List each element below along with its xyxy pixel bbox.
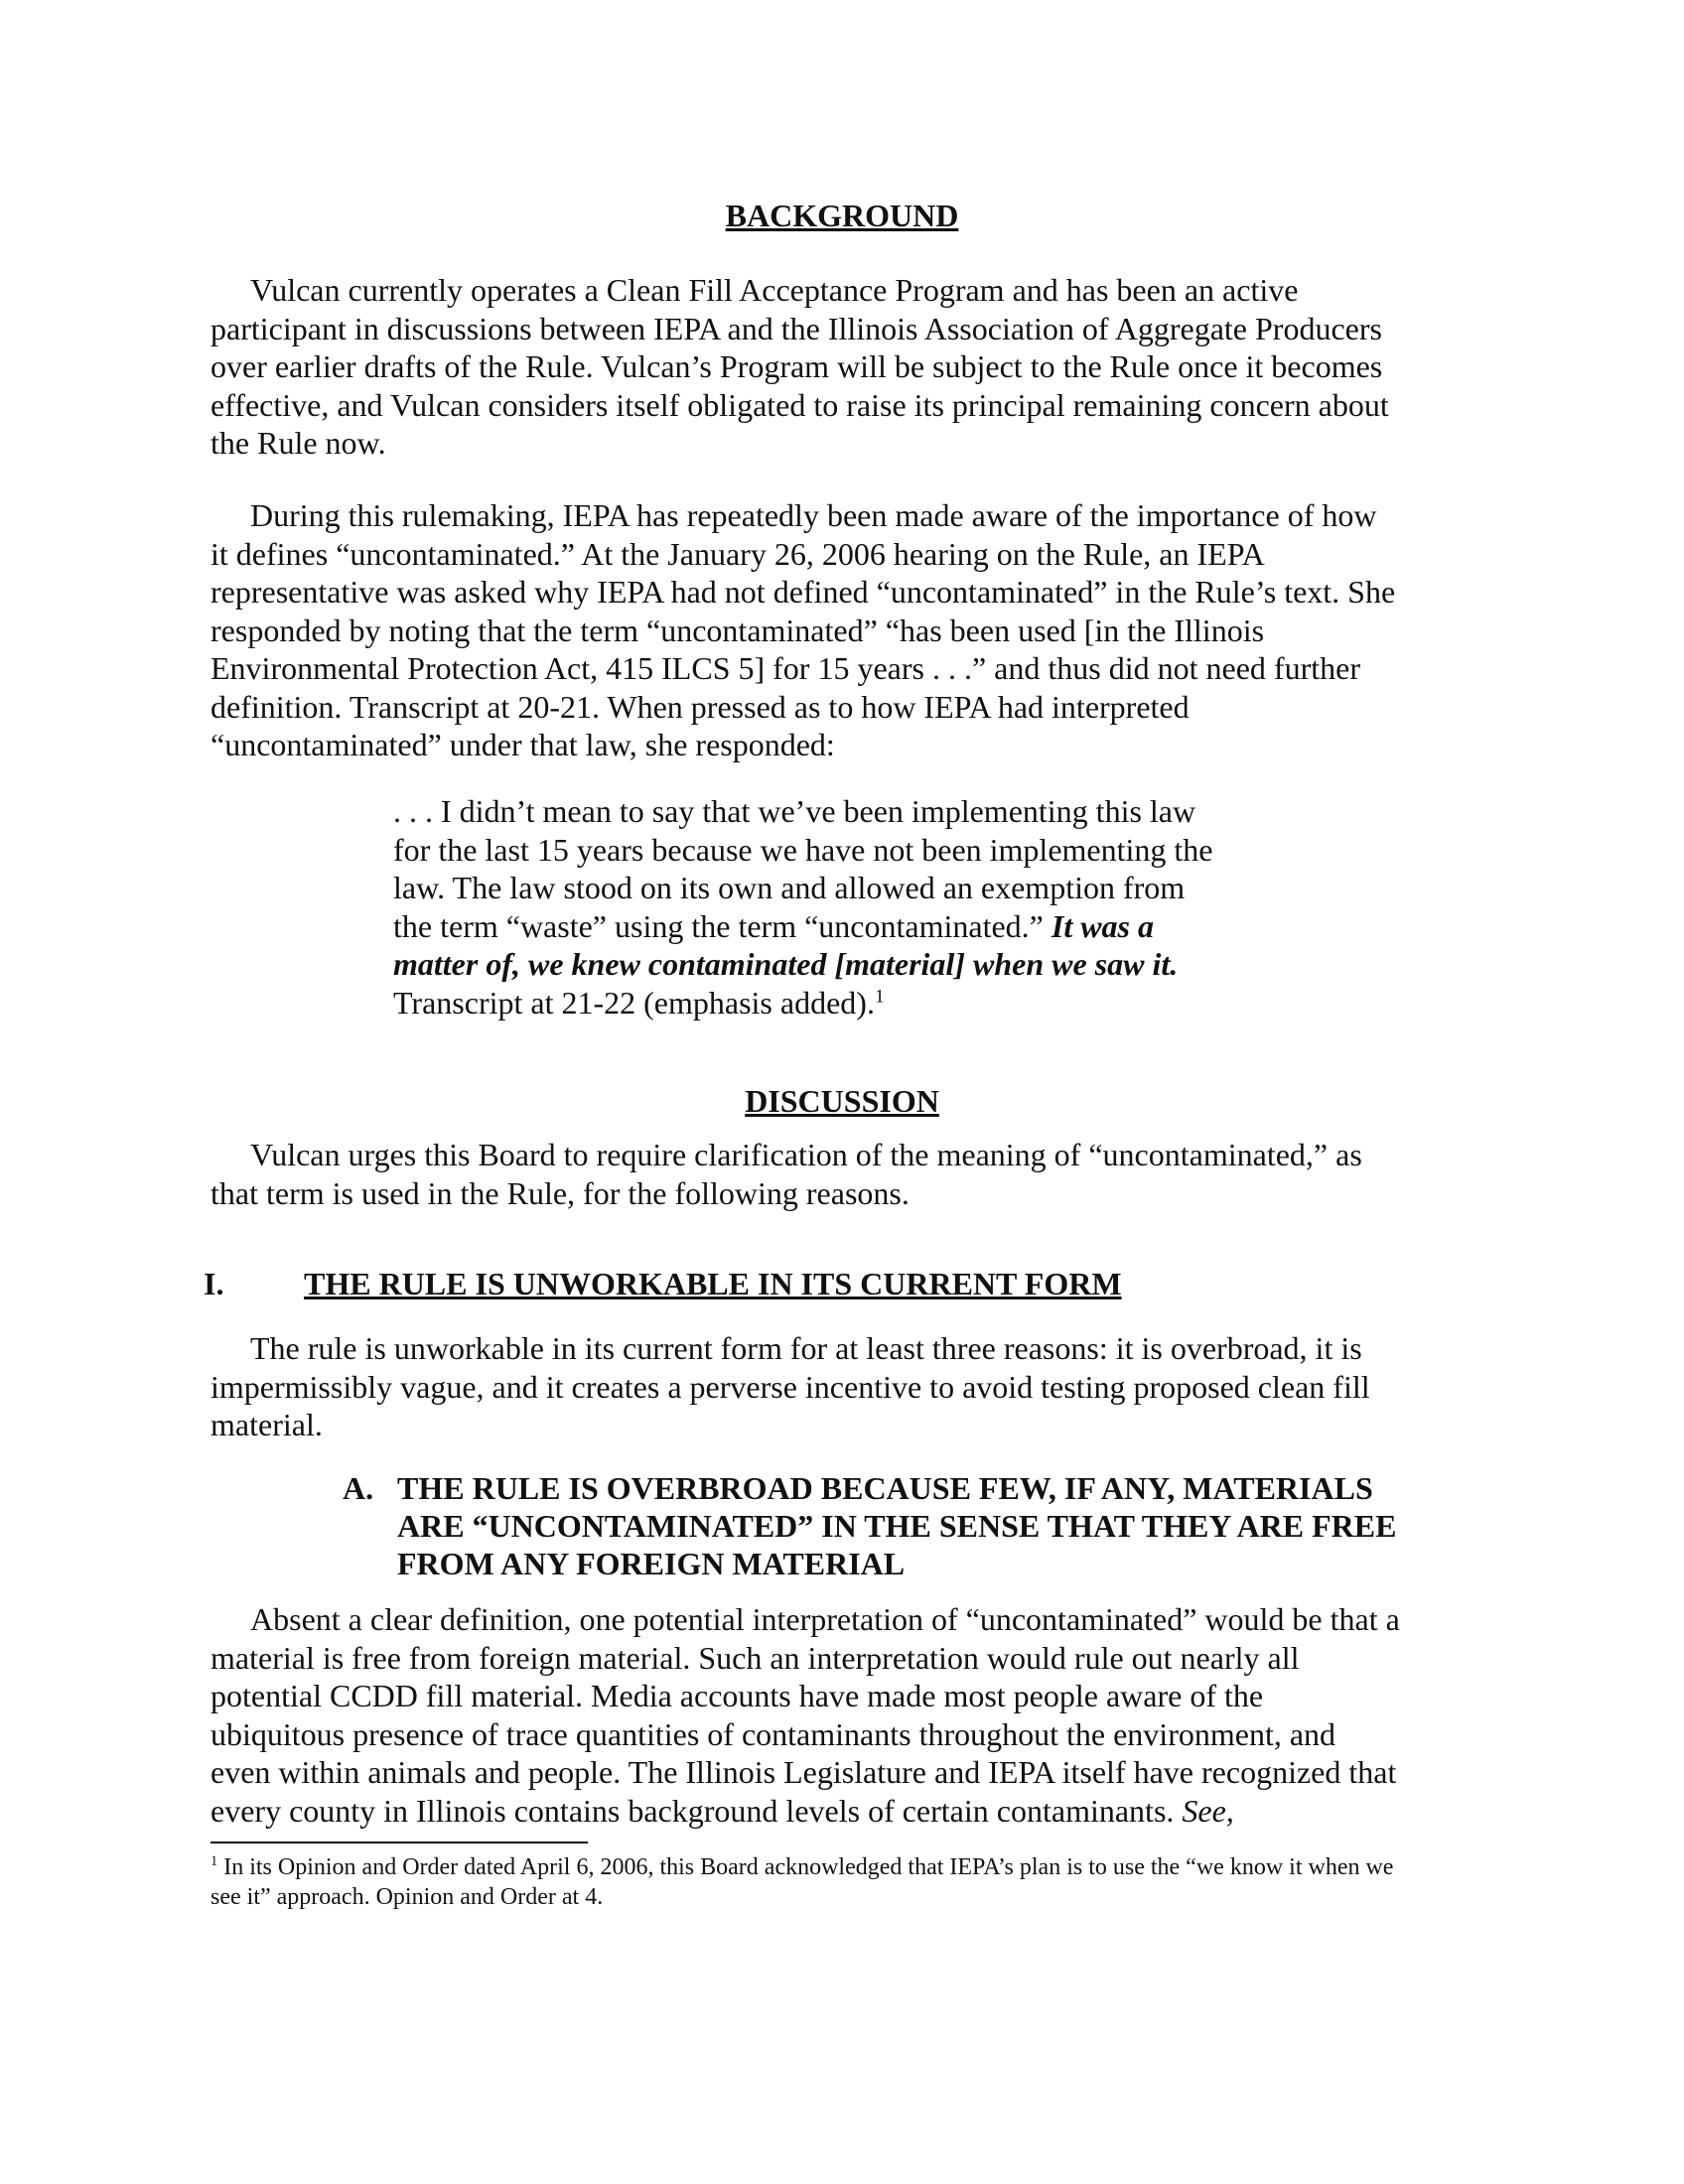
background-heading: BACKGROUND <box>725 198 959 233</box>
quote-text: . . . I didn’t mean to say that we’ve been implementing this law for the last 15 years because we have not been implementing the law. The law stood on its own and allowed an exemption from the term “waste” using the term “uncontaminated.” <box>393 793 1213 944</box>
subsection-text: Absent a clear definition, one potential interpretation of “uncontaminated” would be that a material is free from foreign material. Such an interpretation would rule out nearly all potential CCDD fill material. Media accounts have made most people aware of the ubiquitous presence of trace quantities of contaminants throughout the environment, and even within animals and people. The Illinois Legislature and IEPA itself have recognized that every county in Illinois contains background levels of certain contaminants. <box>210 1601 1400 1829</box>
subsection-letter: A. <box>343 1470 374 1506</box>
footnote <box>210 1852 1402 1912</box>
background-paragraph-2: During this rulemaking, IEPA has repeatedly been made aware of the importance of how it defines “uncontaminated.” At the January 26, 2006 hearing on the Rule, an IEPA representative was asked why IEPA had not defined “uncontaminated” in the Rule’s text. She responded by noting that the term “uncontaminated” “has been used [in the Illinois Environmental Protection Act, 415 ILCS 5] for 15 years . . .” and thus did not need further definition. Transcript at 20-21. When pressed as to how IEPA had interpreted “uncontaminated” under that law, she responded: <box>210 497 1396 762</box>
discussion-heading: DISCUSSION <box>745 1083 939 1119</box>
discussion-paragraph: Vulcan urges this Board to require clarification of the meaning of “uncontaminated,” as that term is used in the Rule, for the following reasons. <box>210 1137 1362 1211</box>
hearing-quote <box>393 792 1217 1022</box>
footnote-mark: 1 <box>210 1853 218 1869</box>
footnote-text: In its Opinion and Order dated April 6, 2006, this Board acknowledged that IEPA’s plan is to use the “we know it when we see it” approach. Opinion and Order at 4. <box>210 1854 1394 1910</box>
section-title: THE RULE IS UNWORKABLE IN ITS CURRENT FORM <box>304 1266 1122 1301</box>
footnote-divider <box>210 1842 588 1843</box>
see-signal: See, <box>1182 1792 1234 1829</box>
section-paragraph: The rule is unworkable in its current form for at least three reasons: it is overbroad, it is impermissibly vague, and it creates a perverse incentive to avoid testing proposed clean fill material. <box>210 1330 1370 1442</box>
subsection-paragraph <box>210 1600 1402 1830</box>
quote-emphasis: It was a matter of, we knew contaminated [material] when we saw it. <box>393 907 1179 982</box>
footnote-reference: 1 <box>874 985 885 1007</box>
quote-citation: Transcript at 21-22 (emphasis added). <box>393 984 875 1021</box>
subsection-title: THE RULE IS OVERBROAD BECAUSE FEW, IF ANY, MATERIALS ARE “UNCONTAMINATED” IN THE SENSE THAT THEY ARE FREE FROM ANY FOREIGN MATERIAL <box>397 1470 1397 1581</box>
section-number: I. <box>204 1266 224 1301</box>
background-paragraph-1: Vulcan currently operates a Clean Fill Acceptance Program and has been an active participant in discussions between IEPA and the Illinois Association of Aggregate Producers over earlier drafts of the Rule. Vulcan’s Program will be subject to the Rule once it becomes effective, and Vulcan considers itself obligated to raise its principal remaining concern about the Rule now. <box>210 272 1389 461</box>
